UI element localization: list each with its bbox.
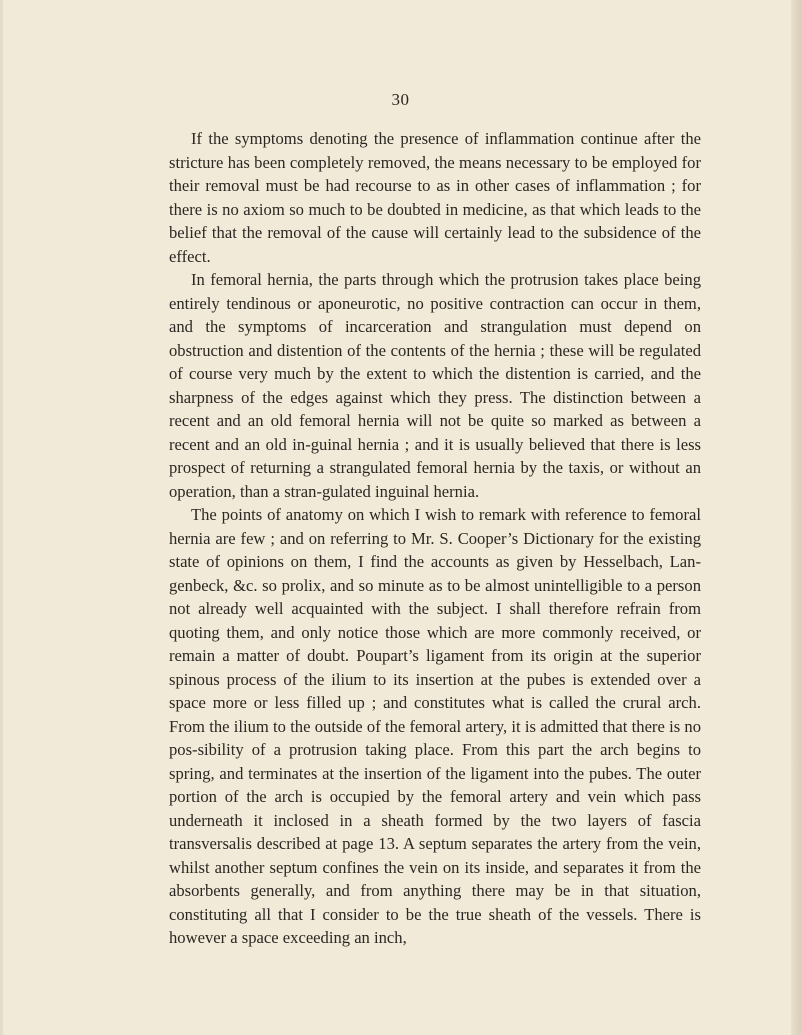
page-number: 30 [391, 90, 410, 109]
page-left-edge [0, 0, 3, 1035]
paragraph-inflammation: If the symptoms denoting the presence of inflammation continue after the stricture has been completely removed, the means necessary to be employed for their removal must be had recourse to as in other cases of inflammation ; for there is no axiom so much to be doubted in medicine, as that which leads to the belief that the removal of the cause will certainly lead to the subsidence of the effect. [169, 129, 701, 266]
paragraph-femoral-hernia: In femoral hernia, the parts through which the protrusion takes place being entirely tendinous or aponeurotic, no positive contraction can occur in them, and the symptoms of incarceration and strangulation must depend on obstruction and distention of the contents of the hernia ; these will be regulated of course very much by the extent to which the distention is carried, and the sharpness of the edges against which they press. The distinction between a recent and an old femoral hernia will not be quite so marked as between a recent and an old in-guinal hernia ; and it is usually believed that there is less prospect of returning a strangulated femoral hernia by the taxis, or without an operation, than a stran-gulated inguinal hernia. [169, 270, 701, 501]
body-text [169, 127, 701, 950]
paragraph-anatomy: The points of anatomy on which I wish to remark with reference to femoral hernia are few ; and on referring to Mr. S. Cooper’s Dictionary for the existing state of opinions on them, I find the accounts as given by Hesselbach, Lan-genbeck, &c. so prolix, and so minute as to be almost unintelligible to a person not already well acquainted with the subject. I shall therefore refrain from quoting them, and only notice those which are more commonly received, or remain a matter of doubt. Poupart’s ligament from its origin at the superior spinous process of the ilium to its insertion at the pubes is extended over a space more or less filled up ; and constitutes what is called the crural arch. From the ilium to the outside of the femoral artery, it is admitted that there is no pos-sibility of a protrusion taking place. From this part the arch begins to spring, and terminates at the insertion of the ligament into the pubes. The outer portion of the arch is occupied by the femoral artery and vein which pass underneath it inclosed in a sheath formed by the two layers of fascia transversalis described at page 13. A septum separates the artery from the vein, whilst another septum confines the vein on its inside, and separates it from the absorbents generally, and from anything there may be in that situation, constituting all that I consider to be the true sheath of the vessels. There is however a space exceeding an inch, [169, 505, 701, 947]
page-right-edge [791, 0, 801, 1035]
